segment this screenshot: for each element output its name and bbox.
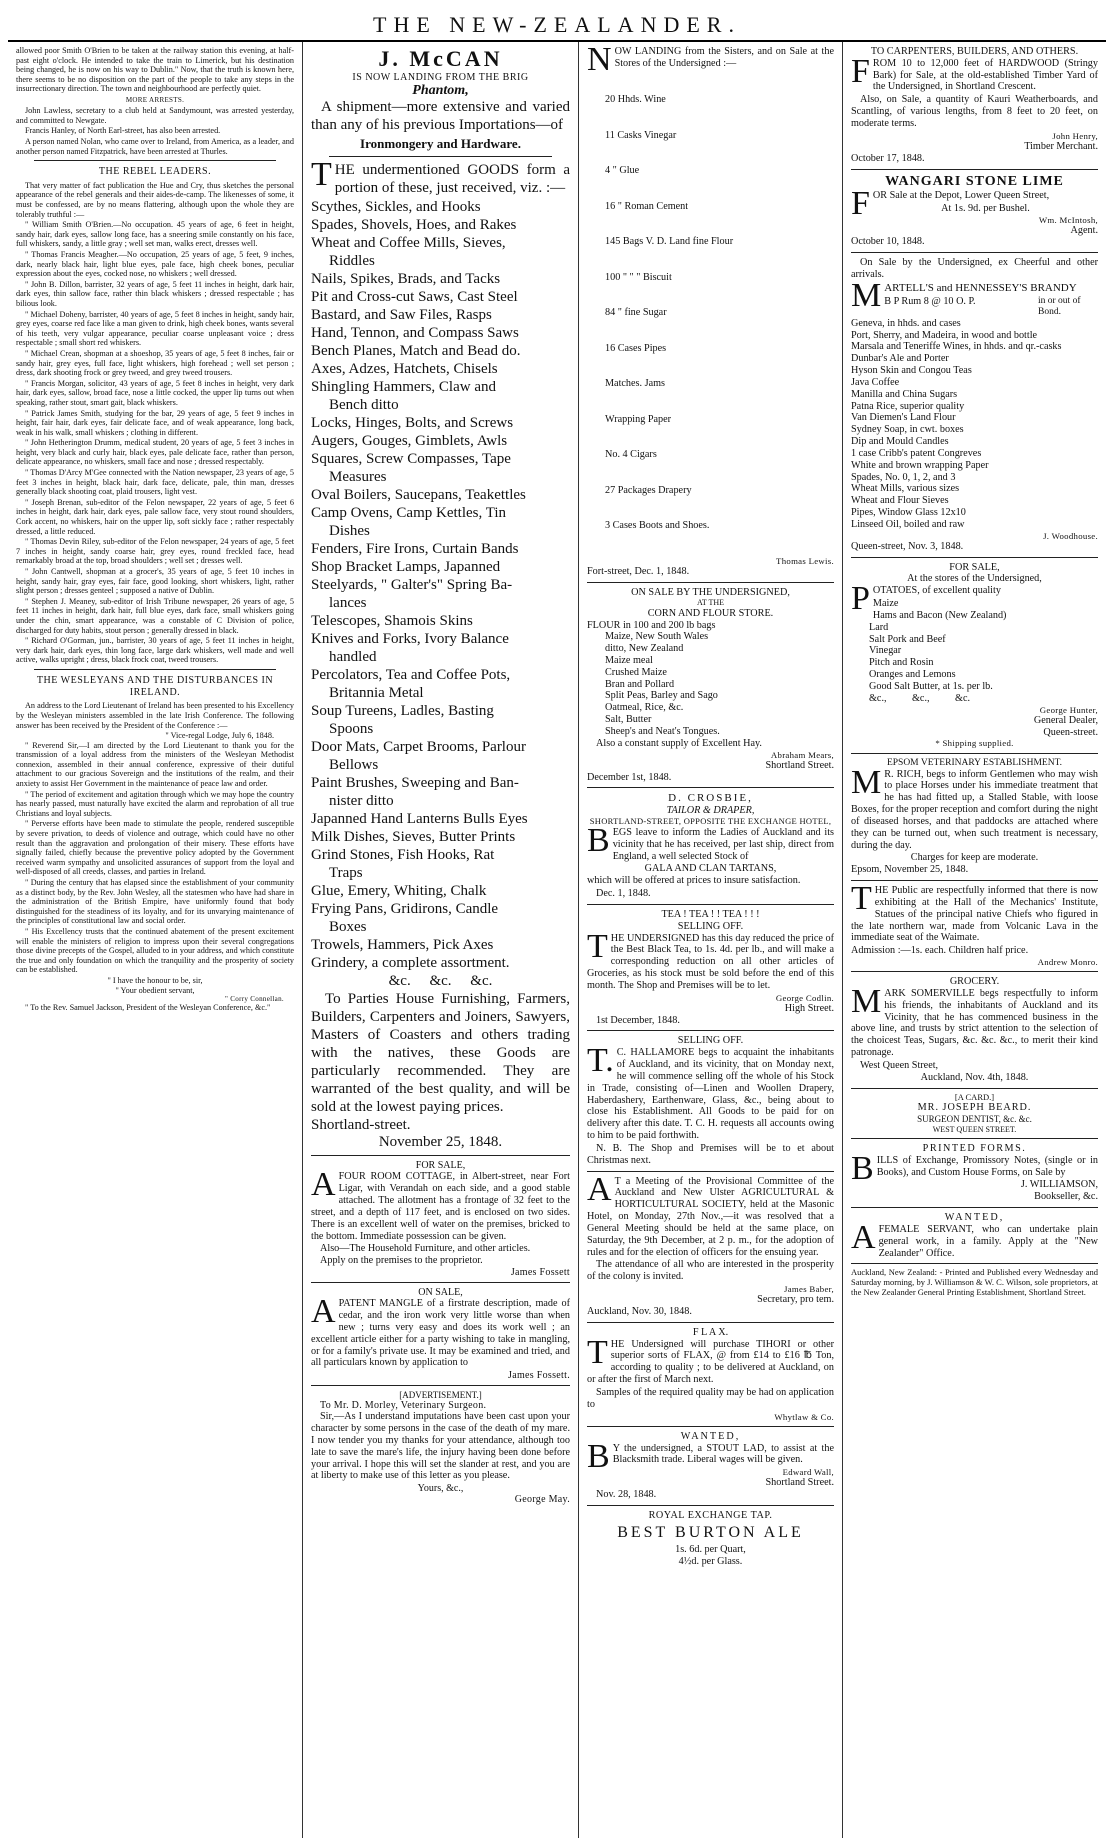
wesleyans-heading: THE WESLEYANS AND THE DISTURBANCES IN IRELAND.: [36, 674, 274, 698]
news-intro: allowed poor Smith O'Brien to be taken at the railway station this evening, at half-past eight o'clock. He intended to take the train to Limerick, but his destination being changed, he is now on his way to Dublin." Now, that the truth is known here, there seems to be no disposition on the part of the people to take any steps in the insurrectionary direction. The town and neighbourhood are perfectly quiet.: [16, 46, 294, 94]
corn-item: Bran and Pollard: [605, 678, 675, 690]
goods-item: Shingling Hammers, Claw and: [311, 379, 496, 396]
corn-item: Split Peas, Barley and Sago: [605, 690, 718, 702]
goods-item: Traps: [329, 865, 363, 882]
crosbie-heading: D. CROSBIE,: [668, 792, 753, 805]
leader-description: " Thomas Devin Riley, sub-editor of the Felon newspaper, 24 years of age, 5 feet 7 inches in height, sandy coarse hair, grey eyes, round freckled face, head remarkably broad at the top, broad shoulders ; well set ; dresses well.: [16, 537, 294, 566]
divider: [851, 1088, 1098, 1089]
leader-description: " Thomas D'Arcy M'Gee connected with the Nation newspaper, 23 years of age, 5 feet 3 inches in height, black hair, dark face, delicate, pale, thin man, dresses generally black shooting coat, plaid trousers, light vest.: [16, 468, 294, 497]
hunter-item: Good Salt Butter, at 1s. per lb.: [869, 680, 993, 692]
carpenters-heading: TO CARPENTERS, BUILDERS, AND OTHERS.: [870, 46, 1079, 57]
goods-item: Camp Ovens, Camp Kettles, Tin: [311, 505, 507, 522]
mccan-ironmongery: Ironmongery and Hardware.: [360, 136, 521, 152]
hunter-item: Vinegar: [869, 645, 902, 657]
goods-item: Axes, Adzes, Hatchets, Chisels: [311, 361, 498, 378]
agricultural-text: AT a Meeting of the Provisional Committee of the Auckland and New Ulster AGRICULTURAL & HORTICULTURAL SOCIETY, held at the Masonic Hotel, on Monday, 27th Nov.,—it was resolved that a General Meeting should be held at the same place, on Saturday, the 9th December, at 2 p. m., for the adoption of rules and for the election of officers for the ensuing year.: [587, 1170, 834, 1258]
hunter-heading: FOR SALE,: [949, 561, 1000, 573]
wesleyans-paragraph: " During the century that has elapsed since the establishment of your community as a distinct body, by the Rev. John Wesley, all the statesmen who have had share in the administration of the British Empire, have uniformly found that body distinguished for the steadiness of its loyalty, and for its unvarying maintenance of the principles of constitutional law and social order.: [16, 878, 294, 926]
mccan-closing: To Parties House Furnishing, Farmers, Builders, Carpenters and Joiners, Sawyers, Masters of Coasters and others trading with the natives, these Goods are particularly recommended. They are warranted of the best quality, and will be sold at the lowest paying prices.: [311, 991, 570, 1116]
arrest-item: A person named Nolan, who came over to Ireland, from America, as a leader, and another person named Fitzpatrick, have been arrested at Thurles.: [16, 136, 294, 156]
leader-description: " Joseph Brenan, sub-editor of the Felon newspaper, 22 years of age, 5 feet 6 inches in height, dark hair, dark eyes, pale sallow face, very stout round shoulders, Cork accent, no whiskers, hair on the upper lip, soft sickly face ; rather respectably dressed, a little reduced.: [16, 497, 294, 536]
carpenters-text2: Also, on Sale, a quantity of Kauri Weatherboards, and Scantling, of various lengths, from 8 feet to 20 feet, on moderate terms.: [851, 94, 1098, 129]
corn-store: CORN AND FLOUR STORE.: [647, 607, 774, 619]
arrest-item: John Lawless, secretary to a club held at Sandymount, was arrested yesterday, and committed to Newgate.: [16, 106, 294, 125]
grocery-text: MARK SOMERVILLE begs respectfully to inform his friends, the inhabitants of Auckland and its Vicinity, that he has commenced business in the above line, and trusts by strict attention to the selection of the choicest Teas, Sugars, &c. &c. &c., to merit their kind patronage.: [851, 982, 1098, 1059]
goods-item: Telescopes, Shamois Skins: [311, 613, 473, 630]
masthead: THE NEW-ZEALANDER.: [8, 8, 1106, 42]
vet-heading: EPSOM VETERINARY ESTABLISHMENT.: [886, 757, 1063, 768]
selloff-note: N. B. The Shop and Premises will be to et about Christmas next.: [587, 1142, 834, 1166]
crosbie-address: SHORTLAND-STREET, OPPOSITE THE EXCHANGE HOTEL,: [589, 816, 832, 827]
hunter-item: &c., &c., &c.: [869, 692, 971, 704]
leader-description: " William Smith O'Brien.—No occupation. 45 years of age, 6 feet in height, sandy hair, dark eyes, sallow long face, has a sneering smile constantly on his face, full whiskers, sandy, a little gray ; well set man, walks erect, dresses well.: [16, 220, 294, 249]
grocery-street: West Queen Street,: [860, 1059, 939, 1071]
card-street: WEST QUEEN STREET.: [932, 1124, 1017, 1134]
divider: [311, 1155, 570, 1156]
wanted-date: Nov. 28, 1848.: [596, 1489, 657, 1501]
leader-description: " John Cantwell, shopman at a grocer's, 35 years of age, 5 feet 10 inches in height, sandy hair, gray eyes, fair face, good looking, short whiskers, light, rather slight person ; dresses genteel ; supposed a native of Dublin.: [16, 567, 294, 596]
arrests-heading: MORE ARRESTS.: [125, 95, 185, 104]
landing-item: Matches. Jams: [605, 378, 665, 390]
agricultural-date: Auckland, Nov. 30, 1848.: [587, 1306, 692, 1317]
advert-heading: [ADVERTISEMENT.]: [399, 1390, 482, 1401]
wanted-text: BY the undersigned, a STOUT LAD, to assist at the Blacksmith trade. Liberal wages will be given.: [587, 1437, 834, 1475]
corn-item: Crushed Maize: [605, 666, 667, 678]
leader-description: " Michael Crean, shopman at a shoeshop, 35 years of age, 5 feet 8 inches, fair or sandy hair, grey eyes, full face, light whiskers, high forehead ; well set person ; dress, dark shooting frock or grey tweed, and grey tweed trousers.: [16, 348, 294, 378]
lime-heading: WANGARI STONE LIME: [885, 173, 1064, 189]
wesleyans-dateline: " Vice-regal Lodge, July 6, 1848.: [165, 731, 274, 741]
forms-role: Bookseller, &c.: [1034, 1191, 1098, 1203]
columns: [8, 42, 1106, 1838]
lime-role: Agent.: [1070, 224, 1098, 236]
landing-item: 27 Packages Drapery: [605, 484, 692, 496]
goods-item: Grind Stones, Fish Hooks, Rat: [311, 847, 495, 864]
advert-addressee: To Mr. D. Morley, Veterinary Surgeon.: [320, 1400, 487, 1412]
lime-date: October 10, 1848.: [851, 236, 925, 248]
woodhouse-bond: in or out of Bond.: [1038, 295, 1081, 317]
wesleyans-paragraph: " Perverse efforts have been made to stimulate the people, rendered susceptible by severe privation, to deeds of violence and outrage, which could have no other result than the aggravation and prolongation of their misery. These efforts have signally failed, chiefly because the preventive policy adopted by the Government received warm sympathy and unsolicited assurances of support from the loyal and well-disposed of all creeds, classes, and parties in Ireland.: [16, 819, 294, 877]
mccan-ship: Phantom,: [412, 83, 469, 98]
tea-date: 1st December, 1848.: [596, 1014, 680, 1026]
goods-item: Spades, Shovels, Hoes, and Rakes: [311, 217, 517, 234]
goods-item: Soup Tureens, Ladles, Basting: [311, 703, 494, 720]
divider: [587, 787, 834, 788]
woodhouse-item: Wheat and Flour Sieves: [851, 495, 949, 507]
goods-item: Scythes, Sickles, and Hooks: [311, 199, 481, 216]
cottage-heading: FOR SALE,: [415, 1160, 466, 1172]
wanted-signature: Edward Wall,: [782, 1467, 834, 1478]
tap-ale: BEST BURTON ALE: [617, 1523, 804, 1541]
woodhouse-items: [851, 318, 1098, 531]
divider: [851, 557, 1098, 558]
forms-text: BILLS of Exchange, Promissory Notes, (single or in Books), and Custom House Forms, on Sale by: [851, 1149, 1098, 1187]
tea-text: THE UNDERSIGNED has this day reduced the price of the Best Black Tea, to 1s. 4d. per lb., and will make a corresponding reduction on all other articles of Groceries, as his stock must be sold before the end of this month. The Shop and Premises will be to let.: [587, 927, 834, 991]
corn-item: FLOUR in 100 and 200 lb bags: [587, 619, 716, 631]
column-news: [8, 42, 302, 1838]
column-notices: [842, 42, 1106, 1838]
goods-item: Percolators, Tea and Coffee Pots,: [311, 667, 511, 684]
agricultural-signature: James Baber,: [784, 1284, 834, 1295]
landing-item: 84 " fine Sugar: [605, 307, 667, 319]
divider: [587, 1171, 834, 1172]
divider: [587, 582, 834, 583]
hunter-street: Queen-street.: [1043, 726, 1098, 738]
hunter-role: General Dealer,: [1033, 714, 1098, 726]
woodhouse-item: Linseed Oil, boiled and raw: [851, 518, 965, 530]
hunter-signature: George Hunter,: [1039, 704, 1098, 715]
vet-text: MR. RICH, begs to inform Gentlemen who may wish to place Horses under his immediate treatment that he has had fitted up, a Stalled Stable, with loose Boxes, for the proper reception and comfort during the night of diseased horses, and that paddocks are attached where they can be turned out, when such treatment is necessary, during the day.: [851, 763, 1098, 851]
woodhouse-item: Hyson Skin and Congou Teas: [851, 365, 972, 377]
divider: [851, 1263, 1098, 1264]
divider: [587, 1030, 834, 1031]
mccan-date: November 25, 1848.: [378, 1134, 503, 1151]
divider: [851, 1138, 1098, 1139]
goods-item: Nails, Spikes, Brads, and Tacks: [311, 271, 501, 288]
corn-date: December 1st, 1848.: [587, 771, 672, 783]
wanted-heading: WANTED,: [680, 1430, 741, 1442]
hall-text: THE Public are respectfully informed that there is now exhibiting at the Hall of the Mechanics' Institute, Statues of the principal native Chiefs who figured in the late northern war, made from Volcanic Lava in the immediate seat of the Waimate.: [851, 880, 1098, 944]
goods-item: Bellows: [329, 757, 379, 774]
corn-item: Maize meal: [605, 655, 653, 666]
woodhouse-item: Marsala and Teneriffe Wines, in hhds. and qr.-casks: [851, 341, 1062, 353]
vet-charges: Charges for keep are moderate.: [910, 852, 1039, 864]
mccan-goods-list: [311, 198, 570, 990]
goods-item: Britannia Metal: [329, 685, 424, 702]
arrest-item: Francis Hanley, of North Earl-street, has also been arrested.: [25, 126, 221, 136]
goods-item: nister ditto: [329, 793, 394, 810]
corn-item: Maize, New South Wales: [605, 631, 709, 643]
goods-item: Squares, Screw Compasses, Tape: [311, 451, 511, 468]
goods-item: Shop Bracket Lamps, Japanned: [311, 559, 501, 576]
cottage-apply: Apply on the premises to the proprietor.: [320, 1255, 483, 1267]
leader-description: " Stephen J. Meaney, sub-editor of Irish Tribune newspaper, 26 years of age, 5 feet 11 inches in height, dark hair, full blue eyes, dark face, small whiskers going under the chin, smart appearance, was a constable of C Division of police, discharged for duty habits, stout person ; generally dressed in black.: [16, 596, 294, 635]
carpenters-date: October 17, 1848.: [851, 152, 925, 164]
woodhouse-item: Dunbar's Ale and Porter: [851, 353, 949, 365]
column-merchants: [578, 42, 842, 1838]
grocery-date: Auckland, Nov. 4th, 1848.: [920, 1071, 1029, 1083]
divider: [311, 1385, 570, 1386]
corn-also: Also a constant supply of Excellent Hay.: [596, 737, 762, 749]
divider: [329, 156, 552, 157]
mccan-shipment: A shipment—more extensive and varied than any of his previous Importations—of: [311, 99, 570, 133]
landing-item: 4 " Glue: [605, 165, 640, 177]
goods-item: Grindery, a complete assortment.: [311, 955, 510, 972]
leader-description: " Richard O'Gorman, jun., barrister, 30 years of age, 5 feet 11 inches in height, very dark hair, dark eyes, thin long face, large dark whiskers, well made and well active, walks upright ; dress, black frock coat, tweed trousers.: [16, 636, 294, 665]
divider: [851, 880, 1098, 881]
divider: [34, 160, 276, 161]
goods-item: Hand, Tennon, and Compass Saws: [311, 325, 519, 342]
tea-signature: George Codlin.: [775, 992, 834, 1003]
flax-signature: Whytlaw & Co.: [774, 1411, 834, 1422]
goods-item: Locks, Hinges, Bolts, and Screws: [311, 415, 514, 432]
divider: [587, 1505, 834, 1506]
grocery-heading: GROCERY.: [949, 976, 1000, 988]
goods-item: Door Mats, Carpet Brooms, Parlour: [311, 739, 526, 756]
divider: [34, 669, 276, 670]
wesleyans-signature: " Corry Connellan.: [225, 995, 284, 1004]
goods-item: Boxes: [329, 919, 367, 936]
lime-text: FOR Sale at the Depot, Lower Queen Street,: [851, 184, 1050, 222]
woodhouse-intro: On Sale by the Undersigned, ex Cheerful and other arrivals.: [851, 257, 1098, 281]
leader-description: " John Hetherington Drumm, medical student, 20 years of age, 5 feet 3 inches in height, very black and curly hair, black eyes, pale delicate face, rather than person, delicate appearance, no whiskers, small face and nose ; dressed respectably.: [16, 438, 294, 467]
woodhouse-rum-row: [884, 296, 1098, 318]
corn-heading: ON SALE BY THE UNDERSIGNED,: [631, 586, 790, 598]
wanted-street: Shortland Street.: [765, 1477, 834, 1489]
leader-description: " Michael Doheny, barrister, 40 years of age, 5 feet 8 inches in height, sandy hair, grey eyes, coarse red face like a man given to drink, high cheek bones, wants several of his teeth, very vulgar appearance, peculiar coarse unpleasant voice ; dress respectable ; small short red whiskers.: [16, 309, 294, 348]
corn-item: ditto, New Zealand: [605, 643, 684, 655]
tea-subheading: SELLING OFF.: [677, 920, 744, 932]
divider: [851, 753, 1098, 754]
hunter-item: Lard: [869, 621, 889, 633]
flax-heading: F L A X.: [692, 1326, 729, 1338]
woodhouse-signature: J. Woodhouse.: [1043, 530, 1098, 541]
woodhouse-item: Van Diemen's Land Flour: [851, 412, 956, 424]
carpenters-signature: John Henry,: [1052, 130, 1098, 141]
goods-item: Riddles: [329, 253, 375, 270]
goods-item: Augers, Gouges, Gimblets, Awls: [311, 433, 508, 450]
card-role: SURGEON DENTIST, &c. &c.: [917, 1114, 1032, 1125]
goods-item: Trowels, Hammers, Pick Axes: [311, 937, 494, 954]
vet-date: Epsom, November 25, 1848.: [851, 864, 969, 876]
woodhouse-item: Dip and Mould Candles: [851, 436, 949, 448]
servant-text: AFEMALE SERVANT, who can undertake plain general work, in a family. Apply at the "New Zealander" Office.: [851, 1218, 1098, 1259]
corn-signature: Abraham Mears,: [770, 749, 834, 760]
mangle-signature: James Fossett.: [508, 1370, 570, 1382]
flax-text: THE Undersigned will purchase TIHORI or other superior sorts of FLAX, @ from £14 to £16 ℔ Ton, according to quality ; to be delivered at Auckland, on or after the first of March next.: [587, 1333, 834, 1386]
landing-item: 20 Hhds. Wine: [605, 94, 666, 106]
divider: [587, 904, 834, 905]
goods-item: Milk Dishes, Sieves, Butter Prints: [311, 829, 516, 846]
flax-text2: Samples of the required quality may be had on application to: [587, 1386, 834, 1410]
leader-description: " Francis Morgan, solicitor, 43 years of age, 5 feet 8 inches in height, very dark hair, dark eyes, sallow, broad face, nose a little cocked, the upper lip turns out when speaking, rather stout, smart gait, black whiskers.: [16, 378, 294, 407]
goods-item: Dishes: [329, 523, 370, 540]
landing-item: 3 Cases Boots and Shoes.: [605, 520, 710, 532]
divider: [587, 1322, 834, 1323]
wesleyans-paragraph: " Reverend Sir,—I am directed by the Lord Lieutenant to thank you for the transmission of a loyal address from the ministers of the Wesleyan Methodist connexion, assembled in their annual conference, expressive of their dutiful attachment to our gracious Sovereign and the institutions of the realm, and their anxiety to assist Her Government in the maintenance of peace law and order.: [16, 740, 294, 789]
goods-item: Glue, Emery, Whiting, Chalk: [311, 883, 487, 900]
goods-item: Japanned Hand Lanterns Bulls Eyes: [311, 811, 528, 828]
landing-item: No. 4 Cigars: [605, 449, 657, 461]
mangle-text: APATENT MANGLE of a firstrate description, made of cedar, and the iron work very little worse than when new ; turns very easy and does its work well ; an excellent article either for a party wishing to take in mangling, or for a family's private use. It may be examined and tried, and all particulars known by application to: [311, 1293, 570, 1369]
divider: [851, 252, 1098, 253]
forms-signature: J. WILLIAMSON,: [1020, 1179, 1098, 1191]
goods-item: lances: [329, 595, 367, 612]
wesleyans-closing: " I have the honour to be, sir,: [107, 975, 203, 985]
hunter-at: At the stores of the Undersigned,: [907, 573, 1042, 585]
leader-description: " John B. Dillon, barrister, 32 years of age, 5 feet 11 inches in height, dark hair, dark eyes, thin sallow face, rather thin black whiskers ; dressed respectable ; has bilious look.: [16, 279, 294, 308]
woodhouse-item: White and brown wrapping Paper: [851, 459, 989, 471]
corn-item: Oatmeal, Rice, &c.: [605, 702, 684, 714]
crosbie-text2: which will be offered at prices to insure satisfaction.: [587, 875, 801, 887]
hunter-item: Oranges and Lemons: [869, 669, 956, 681]
lime-signature: Wm. McIntosh,: [1038, 214, 1098, 225]
rebel-leaders-heading: THE REBEL LEADERS.: [98, 166, 212, 178]
mccan-name: J. McCAN: [378, 46, 503, 71]
hunter-items: [851, 598, 1098, 704]
woodhouse-item: Port, Sherry, and Madeira, in wood and bottle: [851, 329, 1038, 341]
landing-item: 11 Casks Vinegar: [605, 129, 677, 141]
servant-heading: WANTED,: [944, 1212, 1005, 1224]
corn-at: AT THE: [696, 598, 725, 608]
wesleyans-addressee: " To the Rev. Samuel Jackson, President of the Wesleyan Conference, &c.": [25, 1003, 271, 1013]
tea-heading: TEA ! TEA ! ! TEA ! ! !: [661, 908, 760, 920]
woodhouse-item: 1 case Cribb's patent Congreves: [851, 447, 982, 459]
goods-item: Steelyards, " Galter's" Spring Ba-: [311, 577, 513, 594]
wesleyans-paragraph: " His Excellency trusts that the continued abatement of the present excitement will enable the ministers of religion to impress upon their several congregations those divine precepts of the Gospel, alluded to in your address, and which constitute the true and only foundation on which the tranquility and the prosperity of society can be established.: [16, 926, 294, 975]
woodhouse-item: Spades, No. 0, 1, 2, and 3: [851, 471, 956, 483]
goods-item: Oval Boilers, Saucepans, Teakettles: [311, 487, 526, 504]
crosbie-text: BEGS leave to inform the Ladies of Auckland and its vicinity that he has received, per last ship, direct from England, a well selected Stock of: [587, 821, 834, 862]
goods-item: Paint Brushes, Sweeping and Ban-: [311, 775, 519, 792]
corn-item: Sheep's and Neat's Tongues.: [605, 725, 720, 737]
agricultural-text2: The attendance of all who are interested in the prosperity of the colony is invited.: [587, 1259, 834, 1283]
goods-item: &c. &c. &c.: [388, 973, 493, 990]
hall-signature: Andrew Monro.: [1037, 956, 1098, 967]
corn-items: [587, 620, 834, 738]
landing-item: 16 Cases Pipes: [605, 342, 667, 354]
woodhouse-item: Sydney Soap, in cwt. boxes: [851, 424, 964, 436]
divider: [587, 1426, 834, 1427]
woodhouse-rum: B P Rum 8 @ 10 O. P.: [884, 295, 976, 307]
mccan-goods-intro: THE undermentioned GOODS form a portion of these, just received, viz. :—: [311, 156, 570, 197]
colophon: Auckland, New Zealand: - Printed and Published every Wednesday and Saturday morning, by J. Williamson & W. C. Wilson, sole proprietors, at the New Zealander General Printing Establishment, Shortland Street.: [851, 1267, 1098, 1297]
crosbie-date: Dec. 1, 1848.: [596, 888, 651, 900]
hunter-item: Maize: [872, 598, 899, 610]
divider: [311, 1282, 570, 1283]
tap-price-glass: 4½d. per Glass.: [678, 1556, 743, 1568]
carpenters-role: Timber Merchant.: [1024, 140, 1098, 152]
goods-item: Bastard, and Saw Files, Rasps: [311, 307, 492, 324]
hunter-lead: POTATOES, of excellent quality: [851, 580, 1001, 618]
lewis-items: [587, 71, 834, 556]
divider: [851, 1207, 1098, 1208]
lime-price: At 1s. 9d. per Bushel.: [941, 202, 1030, 214]
mangle-heading: ON SALE,: [418, 1287, 463, 1299]
tea-street: High Street.: [784, 1002, 834, 1014]
hall-admission: Admission :—1s. each. Children half price.: [851, 945, 1029, 957]
goods-item: handled: [329, 649, 377, 666]
corn-street: Shortland Street.: [765, 759, 834, 771]
cottage-also: Also—The Household Furniture, and other articles.: [320, 1243, 531, 1255]
selloff-text: T.C. HALLAMORE begs to acquaint the inhabitants of Auckland, and its vicinity, that on Monday next, he will commence selling off the whole of his Stock in Trade, consisting of—Linen and Woollen Drapery, Haberdashery, Earthenware, Glass, &c., being about to close his Establishment. All Goods to be paid for on delivery after this date. T. C. H. requests all accounts owing to him to be paid forthwith.: [587, 1042, 834, 1142]
rebel-leaders-intro: That very matter of fact publication the Hue and Cry, thus sketches the personal appearance of the rebel generals and their aides-de-camp. The likenesses of some, it must be confessed, are by no means flattering, although upon the whole they are tolerably truthful :—: [16, 180, 294, 219]
landing-item: 145 Bags V. D. Land fine Flour: [605, 236, 734, 248]
advert-yours: Yours, &c.,: [417, 1483, 464, 1495]
goods-item: Pit and Cross-cut Saws, Cast Steel: [311, 289, 518, 306]
hunter-item: Hams and Bacon (New Zealand): [872, 609, 1007, 621]
goods-item: Bench Planes, Match and Bead do.: [311, 343, 521, 360]
woodhouse-item: Patna Rice, superior quality: [851, 400, 965, 412]
selloff-heading: SELLING OFF.: [677, 1035, 744, 1047]
divider: [851, 169, 1098, 170]
mccan-street: Shortland-street.: [311, 1117, 411, 1134]
lewis-landing: NOW LANDING from the Sisters, and on Sale at the Stores of the Undersigned :—: [587, 42, 834, 78]
goods-item: Fenders, Fire Irons, Curtain Bands: [311, 541, 519, 558]
woodhouse-brandy: MARTELL'S and HENNESSEY'S BRANDY: [851, 276, 1077, 314]
leader-description: " Patrick James Smith, studying for the bar, 29 years of age, 5 feet 9 inches in height, fair hair, dark eyes, fair delicate face, and of weak appearance, long back, weak in his walk, small whiskers ; clothing in different.: [16, 408, 294, 437]
cottage-text: AFOUR ROOM COTTAGE, in Albert-street, near Fort Ligar, with Verandah on each side, and a good stable attached. The allotment has a frontage of 32 feet to the street, and a depth of 117 feet, and is enclosed on two sides. There is an excellent well of water on the premises, bricked to the bottom. Immediate possession can be given.: [311, 1166, 570, 1242]
woodhouse-item: Pipes, Window Glass 12x10: [851, 507, 966, 518]
landing-item: Wrapping Paper: [605, 413, 672, 425]
advert-text: Sir,—As I understand imputations have been cast upon your character by some persons in the case of the death of my mare. I now tender you my thanks for your attendance, although too late to save the mare's life, the injury having been done before your arrival. I hope this will set the slander at rest, and you are at liberty to make use of this letter as you please.: [311, 1411, 570, 1482]
goods-item: Wheat and Coffee Mills, Sieves,: [311, 235, 506, 252]
lewis-signature: Thomas Lewis.: [776, 555, 834, 566]
woodhouse-item: Java Coffee: [851, 376, 900, 388]
crosbie-trade: TAILOR & DRAPER,: [666, 805, 755, 817]
card-heading: [A CARD.]: [954, 1091, 995, 1102]
wesleyans-closing: " Your obedient servant,: [115, 985, 195, 995]
wesleyans-paragraph: " The period of excitement and agitation through which we may hope the country has nearly passed, must naturally have excited the alarm and reprobation of all true Christians and loyal subjects.: [16, 789, 294, 818]
mccan-landing: IS NOW LANDING FROM THE BRIG: [352, 72, 529, 83]
corn-item: Salt, Butter: [605, 714, 652, 726]
goods-item: Frying Pans, Gridirons, Candle: [311, 901, 499, 918]
goods-item: Measures: [329, 469, 387, 486]
wesleyans-intro: An address to the Lord Lieutenant of Ireland has been presented to his Excellency by the Wesleyan ministers assembled in the late Irish Conference. The following answer has been received by the President of the Conference :—: [16, 701, 294, 730]
woodhouse-item: Wheat Mills, various sizes: [851, 483, 960, 495]
hunter-shipping: * Shipping supplied.: [935, 738, 1014, 749]
hunter-item: Salt Pork and Beef: [869, 633, 946, 645]
card-name: MR. JOSEPH BEARD.: [917, 1102, 1032, 1114]
goods-item: Knives and Forks, Ivory Balance: [311, 631, 509, 648]
landing-item: 100 " " " Biscuit: [605, 271, 672, 283]
lewis-date: Fort-street, Dec. 1, 1848.: [587, 565, 690, 577]
carpenters-text: FROM 10 to 12,000 feet of HARDWOOD (Stringy Bark) for Sale, at the old-established Timber Yard of the Undersigned, in Shortland Crescent.: [851, 52, 1098, 93]
woodhouse-item: Manilla and China Sugars: [851, 388, 958, 400]
tap-price-quart: 1s. 6d. per Quart,: [675, 1544, 746, 1556]
woodhouse-item: Geneva, in hhds. and cases: [851, 317, 961, 329]
column-mccan: [302, 42, 578, 1838]
leader-description: " Thomas Francis Meagher.—No occupation, 25 years of age, 5 feet, 9 inches, dark, nearly black hair, light blue eyes, pale face, high cheek bones, peculiar expression about the eyes, cocked nose, no whiskers ; well dressed.: [16, 250, 294, 279]
landing-item: 16 " Roman Cement: [605, 200, 689, 212]
cottage-signature: James Fossett: [510, 1267, 570, 1279]
crosbie-tartans: GALA AND CLAN TARTANS,: [644, 863, 777, 875]
woodhouse-date: Queen-street, Nov. 3, 1848.: [851, 540, 964, 552]
goods-item: Bench ditto: [329, 397, 399, 414]
forms-heading: PRINTED FORMS.: [922, 1142, 1027, 1154]
goods-item: Spoons: [329, 721, 374, 738]
agricultural-role: Secretary, pro tem.: [757, 1294, 834, 1306]
hunter-item: Pitch and Rosin: [869, 657, 934, 669]
tap-heading: ROYAL EXCHANGE TAP.: [648, 1510, 773, 1522]
divider: [851, 971, 1098, 972]
advert-signature: George May.: [514, 1494, 570, 1506]
